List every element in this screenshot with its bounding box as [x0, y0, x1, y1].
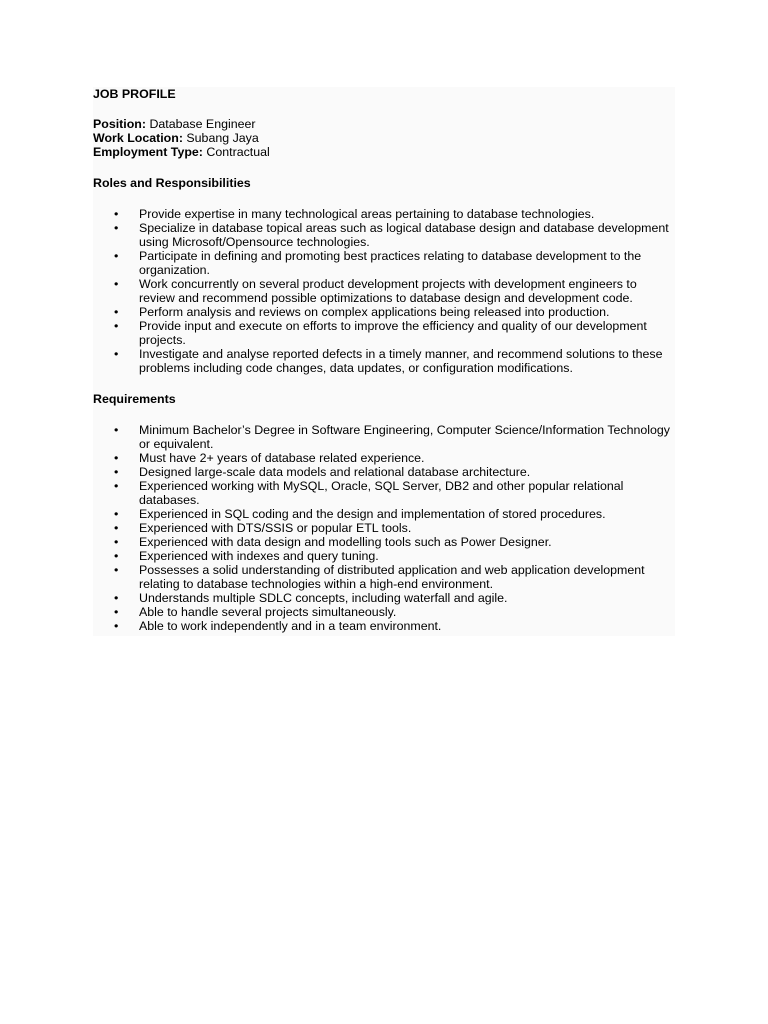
- list-item: [93, 221, 675, 249]
- bullet-icon: •: [114, 465, 119, 479]
- list-item: [93, 619, 675, 633]
- list-item: [93, 563, 675, 591]
- list-item: [93, 249, 675, 277]
- list-item-text: Designed large-scale data models and relational database architecture.: [139, 465, 531, 479]
- list-item: [93, 605, 675, 619]
- bullet-icon: •: [114, 563, 119, 577]
- list-item: [93, 465, 675, 479]
- list-item-text: Able to work independently and in a team environment.: [139, 619, 442, 633]
- bullet-icon: •: [114, 451, 119, 465]
- position-label: Position:: [93, 117, 146, 131]
- position-field: [93, 117, 675, 131]
- bullet-icon: •: [114, 423, 119, 437]
- list-item-text: Investigate and analyse reported defects in a timely manner, and recommend solutions to these problems including code changes, data updates, or configuration modifications.: [139, 347, 663, 375]
- bullet-icon: •: [114, 549, 119, 563]
- employment-type-label: Employment Type:: [93, 145, 203, 159]
- work-location-label: Work Location:: [93, 131, 183, 145]
- bullet-icon: •: [114, 221, 119, 235]
- list-item-text: Provide input and execute on efforts to improve the efficiency and quality of our development projects.: [139, 319, 647, 347]
- list-item-text: Work concurrently on several product development projects with development engineers to review and recommend possible optimizations to database design and development code.: [139, 277, 637, 305]
- list-item: [93, 451, 675, 465]
- list-item-text: Minimum Bachelor’s Degree in Software Engineering, Computer Science/Information Technology or equivalent.: [139, 423, 671, 451]
- document-title: JOB PROFILE: [93, 87, 176, 101]
- job-fields: [93, 117, 675, 159]
- position-value: Database Engineer: [149, 117, 256, 131]
- list-item-text: Participate in defining and promoting best practices relating to database development to the organization.: [139, 249, 642, 277]
- requirements-list: [93, 423, 675, 633]
- list-item-text: Experienced working with MySQL, Oracle, SQL Server, DB2 and other popular relational databases.: [139, 479, 624, 507]
- list-item-text: Understands multiple SDLC concepts, including waterfall and agile.: [139, 591, 508, 605]
- bullet-icon: •: [114, 507, 119, 521]
- work-location-value: Subang Jaya: [186, 131, 259, 145]
- list-item: [93, 591, 675, 605]
- list-item: [93, 535, 675, 549]
- list-item: [93, 277, 675, 305]
- bullet-icon: •: [114, 619, 119, 633]
- list-item-text: Possesses a solid understanding of distributed application and web application development relating to database technologies within a high-end environment.: [139, 563, 645, 591]
- bullet-icon: •: [114, 305, 119, 319]
- bullet-icon: •: [114, 347, 119, 361]
- roles-heading: Roles and Responsibilities: [93, 176, 251, 190]
- bullet-icon: •: [114, 535, 119, 549]
- list-item-text: Perform analysis and reviews on complex applications being released into production.: [139, 305, 610, 319]
- bullet-icon: •: [114, 249, 119, 263]
- roles-list: [93, 207, 675, 375]
- list-item: [93, 479, 675, 507]
- list-item: [93, 507, 675, 521]
- job-profile-document: [93, 87, 675, 633]
- list-item: [93, 319, 675, 347]
- list-item: [93, 521, 675, 535]
- list-item-text: Must have 2+ years of database related experience.: [139, 451, 425, 465]
- list-item-text: Experienced in SQL coding and the design and implementation of stored procedures.: [139, 507, 606, 521]
- bullet-icon: •: [114, 591, 119, 605]
- list-item-text: Provide expertise in many technological areas pertaining to database technologies.: [139, 207, 595, 221]
- list-item: [93, 207, 675, 221]
- list-item-text: Able to handle several projects simultaneously.: [139, 605, 397, 619]
- work-location-field: [93, 131, 675, 145]
- bullet-icon: •: [114, 479, 119, 493]
- list-item-text: Experienced with data design and modelling tools such as Power Designer.: [139, 535, 552, 549]
- list-item: [93, 347, 675, 375]
- bullet-icon: •: [114, 319, 119, 333]
- list-item: [93, 423, 675, 451]
- list-item: [93, 305, 675, 319]
- bullet-icon: •: [114, 605, 119, 619]
- employment-type-value: Contractual: [206, 145, 270, 159]
- list-item-text: Experienced with DTS/SSIS or popular ETL tools.: [139, 521, 412, 535]
- bullet-icon: •: [114, 521, 119, 535]
- list-item-text: Specialize in database topical areas such as logical database design and database development using Microsoft/Opensource technologies.: [139, 221, 669, 249]
- list-item-text: Experienced with indexes and query tuning.: [139, 549, 379, 563]
- bullet-icon: •: [114, 277, 119, 291]
- requirements-heading: Requirements: [93, 392, 176, 406]
- list-item: [93, 549, 675, 563]
- bullet-icon: •: [114, 207, 119, 221]
- employment-type-field: [93, 145, 675, 159]
